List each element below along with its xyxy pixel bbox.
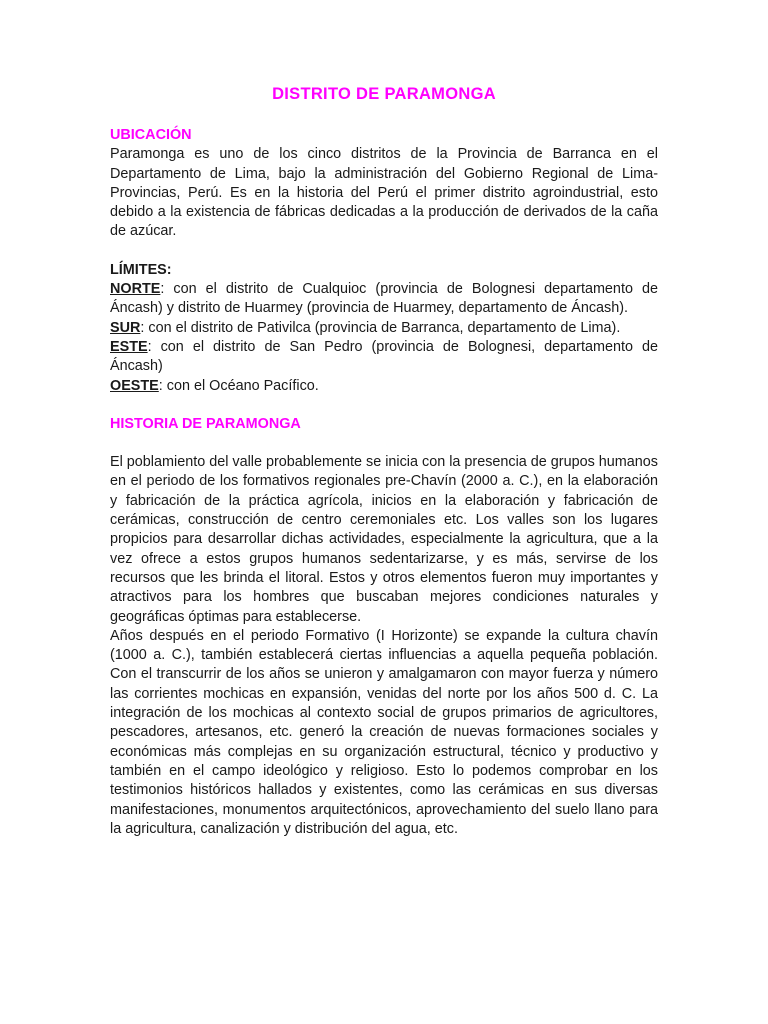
historia-paragraph-2: Años después en el periodo Formativo (I Horizonte) se expande la cultura chavín (1000 a. C.), también establecerá ciertas influencias a aquella pequeña población. Con el transcurrir de los años se unieron y amalgamaron con mayor fuerza y número las corrientes mochicas en expansión, venidas del norte por los años 500 d. C. La integración de los mochicas al contexto social de grupos primarios de agricultores, pescadores, artesanos, etc. generó la creación de nuevas formaciones sociales y económicas más complejas en su organización estructural, técnico y productivo y también en el campo ideológico y religioso. Esto lo podemos comprobar en los testimonios históricos hallados y existentes, como las cerámicas en sus diversas manifestaciones, monumentos arquitectónicos, aprovechamiento del suelo llano para la agricultura, canalización y distribución del agua, etc.	[110, 627, 658, 837]
limit-text-norte: : con el distrito de Cualquioc (provincia de Bolognesi departamento de Áncash) y distrito de Huarmey (provincia de Huarmey, departamento de Áncash).	[110, 281, 658, 317]
historia-paragraph-1: El poblamiento del valle probablemente se inicia con la presencia de grupos humanos en el periodo de los formativos regionales pre-Chavín (2000 a. C.), en la elaboración y fabricación de la práctica agrícola, inicios en la elaboración y fabricación de cerámicas, construcción de centro ceremoniales etc. Los valles son los lugares propicios para desarrollar dichas actividades, especialmente la agricultura, que a la vez ofrece a estos grupos humanos sedentarizarse, y es más, servirse de los recursos que les brinda el litoral. Estos y otros elementos fueron muy importantes y atractivos para los hombres que buscaban mejores condiciones naturales y geográficas óptimas para establecerse.	[110, 454, 658, 625]
limit-item-este	[110, 338, 658, 377]
document-title: DISTRITO DE PARAMONGA	[272, 85, 496, 103]
limit-text-sur: : con el distrito de Pativilca (provincia de Barranca, departamento de Lima).	[140, 319, 621, 336]
historia-heading: HISTORIA DE PARAMONGA	[110, 415, 301, 432]
spacer	[110, 242, 658, 261]
spacer	[110, 434, 658, 453]
limit-label-sur: SUR	[110, 319, 141, 336]
limit-item-oeste	[110, 377, 658, 396]
ubicacion-heading: UBICACIÓN	[110, 127, 192, 143]
limit-label-este: ESTE	[110, 338, 148, 355]
limit-text-oeste: : con el Océano Pacífico.	[158, 377, 319, 394]
section-limites	[110, 261, 658, 396]
limit-text-este: : con el distrito de San Pedro (provincia de Bolognesi, departamento de Áncash)	[110, 338, 658, 375]
section-ubicacion	[110, 126, 658, 242]
limit-item-sur	[110, 319, 658, 338]
limit-label-norte: NORTE	[110, 281, 161, 298]
ubicacion-paragraph: Paramonga es uno de los cinco distritos de la Provincia de Barranca en el Departamento de Lima, bajo la administración del Gobierno Regional de Lima-Provincias, Perú. Es en la historia del Perú el primer distrito agroindustrial, esto debido a la existencia de fábricas dedicadas a la producción de derivados de la caña de azúcar.	[110, 146, 658, 240]
limit-label-oeste: OESTE	[110, 377, 159, 394]
limit-item-norte	[110, 280, 658, 319]
spacer	[110, 396, 658, 415]
limites-heading: LÍMITES:	[110, 261, 172, 278]
section-historia	[110, 415, 658, 839]
